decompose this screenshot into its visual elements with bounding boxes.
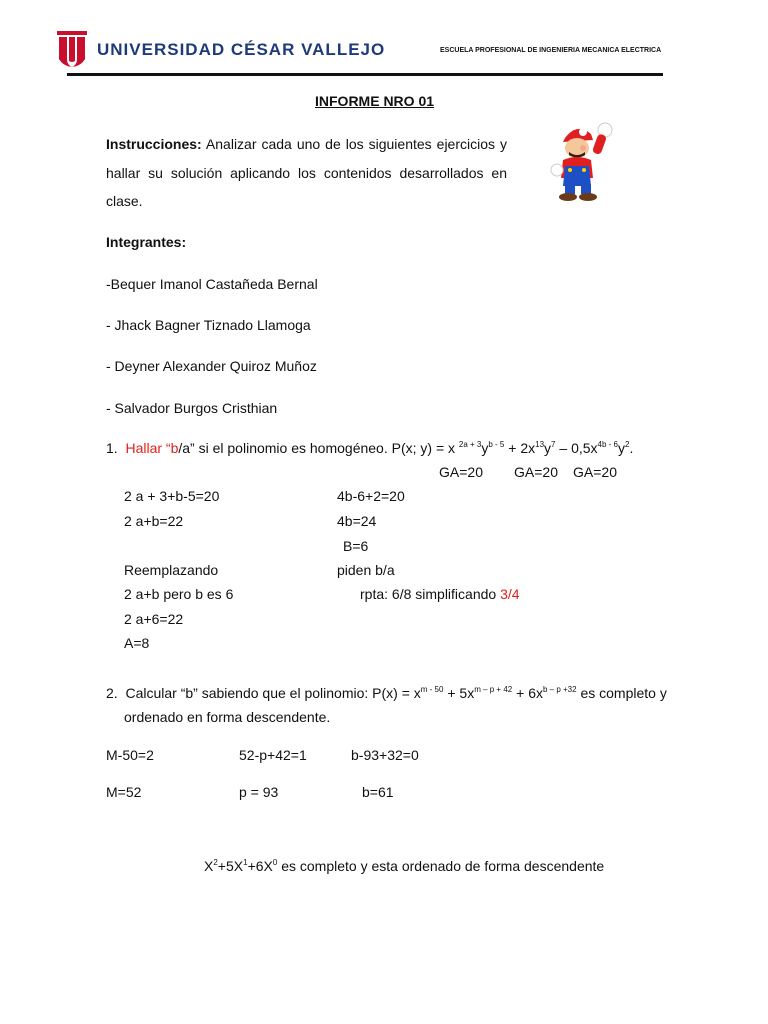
instructions-label: Instrucciones:: [106, 136, 202, 152]
exponent: 0: [272, 858, 278, 867]
term: + 2x: [508, 440, 536, 456]
period: .: [629, 440, 634, 456]
exponent: m - 50: [420, 685, 444, 694]
question-number: 1.: [106, 440, 118, 456]
step: 2 a+b=22: [124, 513, 184, 529]
exponent: b – p +32: [542, 685, 577, 694]
var-y: y: [544, 440, 552, 456]
step: 2 a+6=22: [124, 611, 184, 627]
header-divider: [67, 73, 663, 76]
member-item: - Deyner Alexander Quiroz Muñoz: [106, 358, 317, 374]
step: M=52: [106, 784, 142, 800]
question-text: Calcular “b” sabiendo que el polinomio: P(x) = x: [125, 685, 421, 701]
step: b=61: [362, 784, 394, 800]
members-label: Integrantes:: [106, 234, 187, 250]
term: es completo y: [576, 685, 667, 701]
exponent: 13: [535, 440, 545, 449]
step: B=6: [343, 538, 369, 554]
term: – 0,5x: [559, 440, 598, 456]
question-2-statement: [106, 685, 667, 701]
report-title: INFORME NRO 01: [315, 93, 435, 109]
answer-value: 3/4: [500, 586, 520, 602]
member-item: - Jhack Bagner Tiznado Llamoga: [106, 317, 311, 333]
exponent: 4b - 6: [597, 440, 618, 449]
step: piden b/a: [337, 562, 395, 578]
step: Reemplazando: [124, 562, 219, 578]
instructions-paragraph: [106, 130, 507, 216]
answer-label: rpta: 6/8 simplificando: [360, 586, 497, 602]
university-logo: [55, 29, 89, 69]
instructions-text: Analizar cada uno de los siguientes ejercicios y hallar su solución aplicando los contenidos desarrollados en clase.: [106, 136, 507, 209]
question-highlight: Hallar “b: [125, 440, 179, 456]
exponent: b - 5: [488, 440, 505, 449]
degree-row: [0, 464, 768, 482]
member-item: -Bequer Imanol Castañeda Bernal: [106, 276, 318, 292]
degree-label: GA=20: [439, 464, 483, 480]
slash: /: [178, 440, 183, 456]
step: 2 a+b pero b es 6: [124, 586, 234, 602]
step: 4b-6+2=20: [337, 488, 405, 504]
conclusion: [204, 858, 604, 874]
exponent: m – p + 42: [474, 685, 513, 694]
step: p = 93: [239, 784, 279, 800]
step: 52-p+42=1: [239, 747, 307, 763]
term: + 5x: [443, 685, 475, 701]
term: + 6x: [512, 685, 543, 701]
question-highlight-b: a”: [182, 440, 195, 456]
degree-label: GA=20: [573, 464, 617, 480]
exponent: 2: [625, 440, 630, 449]
question-text: si el polinomio es homogéneo. P(x; y) = x: [198, 440, 456, 456]
answer-line: [360, 586, 520, 602]
conclusion-part: +6X: [247, 858, 273, 874]
degree-label: GA=20: [514, 464, 558, 480]
var-y: y: [481, 440, 489, 456]
conclusion-part: es completo y esta ordenado de forma descendente: [277, 858, 605, 874]
member-item: - Salvador Burgos Cristhian: [106, 400, 278, 416]
school-name: ESCUELA PROFESIONAL DE INGENIERIA MECANICA ELECTRICA: [440, 47, 662, 54]
exponent: 7: [551, 440, 556, 449]
question-2-continuation: ordenado en forma descendente.: [124, 709, 331, 725]
step: 4b=24: [337, 513, 377, 529]
exponent: 2: [213, 858, 218, 867]
university-name: UNIVERSIDAD CÉSAR VALLEJO: [97, 40, 386, 59]
var-y: y: [618, 440, 625, 456]
question-1-statement: [106, 440, 633, 456]
step: M-50=2: [106, 747, 154, 763]
step: b-93+32=0: [351, 747, 419, 763]
conclusion-part: X: [204, 858, 214, 874]
mario-image: [543, 118, 613, 202]
step: 2 a + 3+b-5=20: [124, 488, 220, 504]
exponent: 2a + 3: [458, 440, 482, 449]
question-number: 2.: [106, 685, 118, 701]
exponent: 1: [243, 858, 248, 867]
step: A=8: [124, 635, 150, 651]
conclusion-part: +5X: [217, 858, 244, 874]
